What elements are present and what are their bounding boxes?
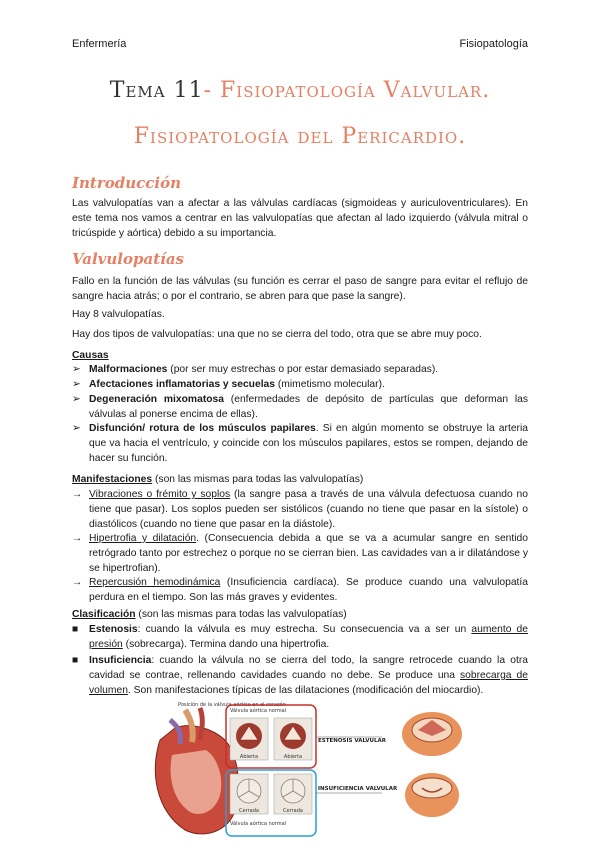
valv-p3: Hay dos tipos de valvulopatías: una que no se cierra del todo, otra que se abre muy poco. — [72, 329, 482, 340]
list-item: → Hipertrofia y dilatación. (Consecuencia debida a que se va a acumular sangre en sentido retrógrado tanto por estrechez o porque no se cierran bien. Las cavidades van a ir dilatándose y se hipertrofian). — [72, 533, 528, 574]
manifestaciones-label: Manifestaciones (son las mismas para todas las valvulopatías) — [72, 474, 364, 485]
position-label: Posición de la válvula aórtica en el corazón — [178, 702, 286, 708]
bottom-valve-label: Válvula aórtica normal — [230, 821, 287, 827]
closed-label-2: Cerrada — [283, 808, 303, 814]
heading-valvulopatias: Valvulopatías — [72, 250, 185, 268]
insufficiency-valve-image — [405, 773, 459, 817]
open-label-1: Abierta — [239, 754, 259, 760]
intro-text: Las valvulopatías van a afectar a las válvulas cardíacas (sigmoideas y auriculoventriculares). En este tema nos vamos a centrar en las valvulopatías que afectan al lado izquierdo (válvula mitral o tricúspide y aórtica) debido a su importancia. — [72, 198, 528, 239]
list-item: ➢ Malformaciones (por ser muy estrechas o por estar demasiado separadas). — [72, 364, 439, 375]
stenosis-label: ESTENOSIS VALVULAR — [318, 738, 386, 744]
insufficiency-label: INSUFICIENCIA VALVULAR — [318, 786, 398, 792]
header-right: Fisiopatología — [459, 38, 528, 50]
list-item: ■ Insuficiencia: cuando la válvula no se cierra del todo, la sangre retrocede cuando la otra cavidad se contrae, rellenando cavidades cuando no debe. Se produce una sobrecarga de volumen. Son manifestaciones típicas de las dilataciones (modificación del miocardio). — [72, 655, 528, 696]
open-label-2: Abierta — [283, 754, 303, 760]
title-main: - Fisiopatología Valvular. — [203, 78, 491, 103]
valve-figure — [150, 700, 480, 840]
valv-p2: Hay 8 valvulopatías. — [72, 309, 165, 320]
top-valve-label: Válvula aórtica normal — [230, 708, 287, 714]
page-subtitle: Fisiopatología del Pericardio. — [133, 124, 467, 149]
causas-label: Causas — [72, 350, 109, 361]
heading-introduccion: Introducción — [72, 174, 182, 192]
closed-label-1: Cerrada — [239, 808, 259, 814]
header-left: Enfermería — [72, 38, 127, 50]
list-item: ■ Estenosis: cuando la válvula es muy estrecha. Su consecuencia va a ser un aumento de presión (sobrecarga). Termina dando una hipertrofia. — [72, 624, 528, 650]
stenosis-valve-image — [402, 712, 462, 756]
list-item: ➢ Disfunción/ rotura de los músculos papilares. Si en algún momento se obstruye la arteria que va hacia el ventrículo, y coincide con los músculos papilares, estos se rompen, dejando de hacer su función. — [72, 423, 528, 464]
list-item: → Vibraciones o frémito y soplos (la sangre pasa a través de una válvula defectuosa cuando no tiene que pasar). Los soplos pueden ser sistólicos (cuando no tiene que pasar en la sístole) o diastólicos (cuando no tiene que pasar en la diástole). — [72, 489, 528, 530]
title-prefix: Tema 11 — [109, 78, 204, 103]
page-title — [0, 78, 600, 103]
list-item: ➢ Afectaciones inflamatorias y secuelas (mimetismo molecular). — [72, 379, 385, 390]
list-item: ➢ Degeneración mixomatosa (enfermedades de depósito de partículas que deforman las válvulas al ponerse encima de ellas). — [72, 394, 529, 420]
valv-p1: Fallo en la función de las válvulas (su función es cerrar el paso de sangre para evitar el reflujo de sangre hacia atrás; o por el contrario, se abren para que pase la sangre). — [72, 276, 528, 302]
clasificacion-label: Clasificación (son las mismas para todas las valvulopatías) — [72, 609, 347, 620]
list-item: → Repercusión hemodinámica (Insuficiencia cardíaca). Se produce cuando una valvulopatía perdura en el tiempo. Son las más graves y evidentes. — [72, 577, 528, 603]
